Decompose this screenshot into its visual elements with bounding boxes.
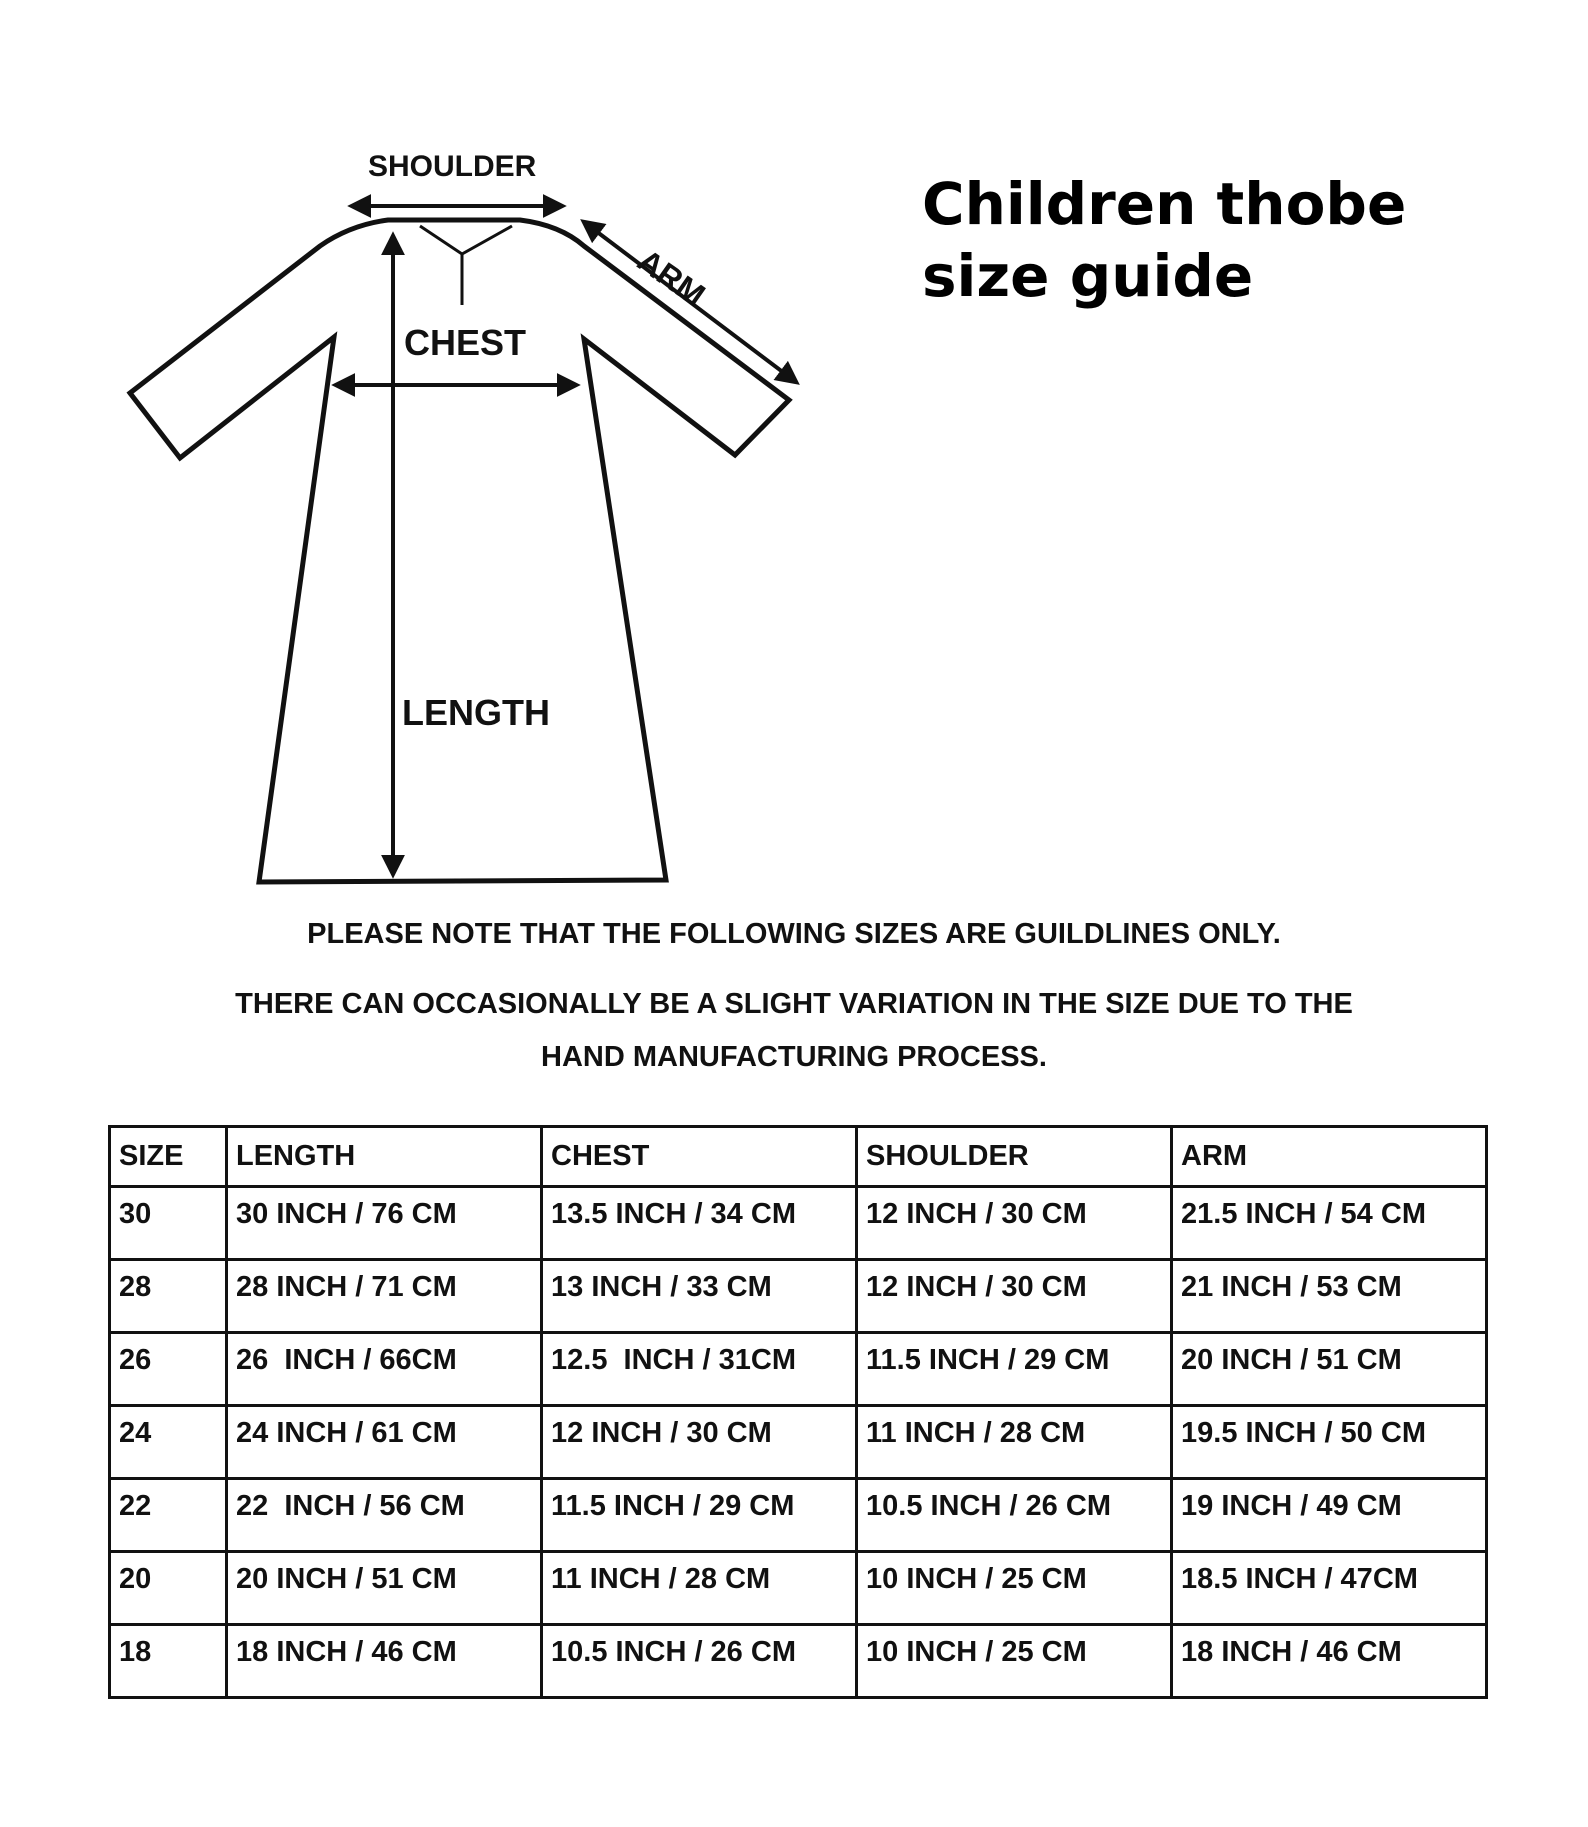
cell-shoulder: 11.5 INCH / 29 CM [857,1333,1172,1406]
shoulder-label: SHOULDER [368,150,537,183]
cell-size: 18 [110,1625,227,1698]
cell-size: 22 [110,1479,227,1552]
header-length: LENGTH [227,1127,542,1187]
length-label: LENGTH [402,692,550,733]
cell-arm: 18.5 INCH / 47CM [1172,1552,1487,1625]
cell-size: 30 [110,1187,227,1260]
cell-length: 24 INCH / 61 CM [227,1406,542,1479]
table-row [110,1625,1487,1698]
table-header-row [110,1127,1487,1187]
cell-arm: 21 INCH / 53 CM [1172,1260,1487,1333]
variation-note-line-2: HAND MANUFACTURING PROCESS. [541,1041,1047,1073]
cell-size: 24 [110,1406,227,1479]
table-row [110,1406,1487,1479]
cell-chest: 11 INCH / 28 CM [542,1552,857,1625]
cell-arm: 18 INCH / 46 CM [1172,1625,1487,1698]
cell-length: 20 INCH / 51 CM [227,1552,542,1625]
cell-length: 18 INCH / 46 CM [227,1625,542,1698]
thobe-outline-drawing [0,0,1588,900]
table-row [110,1479,1487,1552]
cell-arm: 19.5 INCH / 50 CM [1172,1406,1487,1479]
cell-length: 22 INCH / 56 CM [227,1479,542,1552]
size-table [108,1125,1488,1699]
header-shoulder: SHOULDER [857,1127,1172,1187]
table-row [110,1187,1487,1260]
cell-size: 26 [110,1333,227,1406]
cell-length: 30 INCH / 76 CM [227,1187,542,1260]
cell-chest: 13.5 INCH / 34 CM [542,1187,857,1260]
cell-shoulder: 12 INCH / 30 CM [857,1187,1172,1260]
cell-chest: 13 INCH / 33 CM [542,1260,857,1333]
guideline-note: PLEASE NOTE THAT THE FOLLOWING SIZES ARE GUILDLINES ONLY. [307,918,1281,950]
header-size: SIZE [110,1127,227,1187]
cell-chest: 12 INCH / 30 CM [542,1406,857,1479]
cell-shoulder: 10 INCH / 25 CM [857,1552,1172,1625]
page-title: Children thobe size guide [922,170,1407,310]
cell-arm: 21.5 INCH / 54 CM [1172,1187,1487,1260]
cell-shoulder: 11 INCH / 28 CM [857,1406,1172,1479]
arm-label: ARM [631,242,712,314]
garment-outline [130,220,789,882]
table-row [110,1260,1487,1333]
cell-length: 26 INCH / 66CM [227,1333,542,1406]
chest-label: CHEST [404,322,527,363]
cell-chest: 11.5 INCH / 29 CM [542,1479,857,1552]
cell-size: 20 [110,1552,227,1625]
cell-arm: 19 INCH / 49 CM [1172,1479,1487,1552]
cell-arm: 20 INCH / 51 CM [1172,1333,1487,1406]
header-arm: ARM [1172,1127,1487,1187]
cell-shoulder: 10 INCH / 25 CM [857,1625,1172,1698]
thobe-diagram [0,0,1588,900]
table-row [110,1333,1487,1406]
cell-length: 28 INCH / 71 CM [227,1260,542,1333]
header-chest: CHEST [542,1127,857,1187]
table-row [110,1552,1487,1625]
cell-size: 28 [110,1260,227,1333]
cell-chest: 12.5 INCH / 31CM [542,1333,857,1406]
cell-shoulder: 10.5 INCH / 26 CM [857,1479,1172,1552]
cell-chest: 10.5 INCH / 26 CM [542,1625,857,1698]
neckline [420,226,512,305]
variation-note-line-1: THERE CAN OCCASIONALLY BE A SLIGHT VARIATION IN THE SIZE DUE TO THE [235,988,1353,1020]
cell-shoulder: 12 INCH / 30 CM [857,1260,1172,1333]
